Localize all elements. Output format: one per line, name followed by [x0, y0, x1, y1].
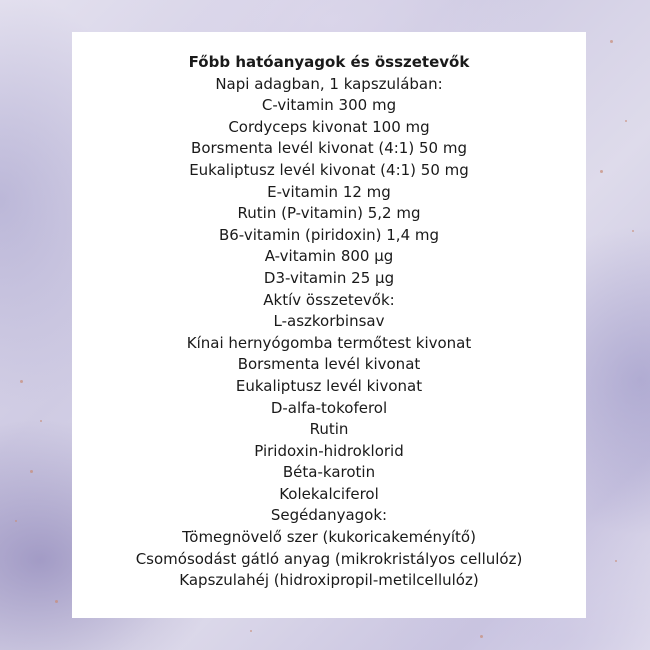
glitter-speckle: [250, 630, 252, 632]
glitter-speckle: [55, 600, 58, 603]
glitter-speckle: [625, 120, 627, 122]
list-item: Kínai hernyógomba termőtest kivonat: [186, 333, 472, 352]
list-item: Borsmenta levél kivonat (4:1) 50 mg: [191, 139, 467, 158]
section-heading: Aktív összetevők:: [263, 290, 395, 309]
list-item: Eukaliptusz levél kivonat (4:1) 50 mg: [189, 160, 469, 179]
list-item: L-aszkorbinsav: [273, 312, 385, 331]
list-item: Piridoxin-hidroklorid: [254, 441, 404, 460]
list-item: C-vitamin 300 mg: [261, 96, 397, 115]
glitter-speckle: [30, 470, 33, 473]
list-item: Kapszulahéj (hidroxipropil-metilcellulóz): [179, 571, 479, 590]
list-item: Kolekalciferol: [279, 484, 379, 503]
list-item: Rutin (P-vitamin) 5,2 mg: [237, 204, 421, 223]
glitter-speckle: [615, 560, 617, 562]
card-title: Főbb hatóanyagok és összetevők: [188, 53, 470, 71]
section-heading: Segédanyagok:: [270, 506, 388, 525]
ingredients-list: [72, 52, 586, 592]
list-item: Borsmenta levél kivonat: [237, 355, 421, 374]
list-item: D3-vitamin 25 µg: [263, 268, 395, 287]
list-item: Béta-karotin: [282, 463, 376, 482]
list-item: D-alfa-tokoferol: [270, 398, 388, 417]
glitter-speckle: [610, 40, 613, 43]
glitter-speckle: [20, 380, 23, 383]
glitter-speckle: [600, 170, 603, 173]
glitter-speckle: [480, 635, 483, 638]
ingredients-card: [72, 32, 586, 618]
list-item: Csomósodást gátló anyag (mikrokristályos cellulóz): [135, 549, 523, 568]
glitter-speckle: [15, 520, 17, 522]
list-item: Napi adagban, 1 kapszulában:: [215, 74, 443, 93]
glitter-speckle: [40, 420, 42, 422]
glitter-speckle: [632, 230, 634, 232]
list-item: B6-vitamin (piridoxin) 1,4 mg: [218, 225, 440, 244]
list-item: Rutin: [309, 420, 349, 439]
list-item: Cordyceps kivonat 100 mg: [228, 117, 430, 136]
list-item: Eukaliptusz levél kivonat: [235, 376, 423, 395]
list-item: Tömegnövelő szer (kukoricakeményítő): [182, 528, 476, 547]
list-item: A-vitamin 800 µg: [264, 247, 394, 266]
list-item: E-vitamin 12 mg: [267, 182, 391, 201]
